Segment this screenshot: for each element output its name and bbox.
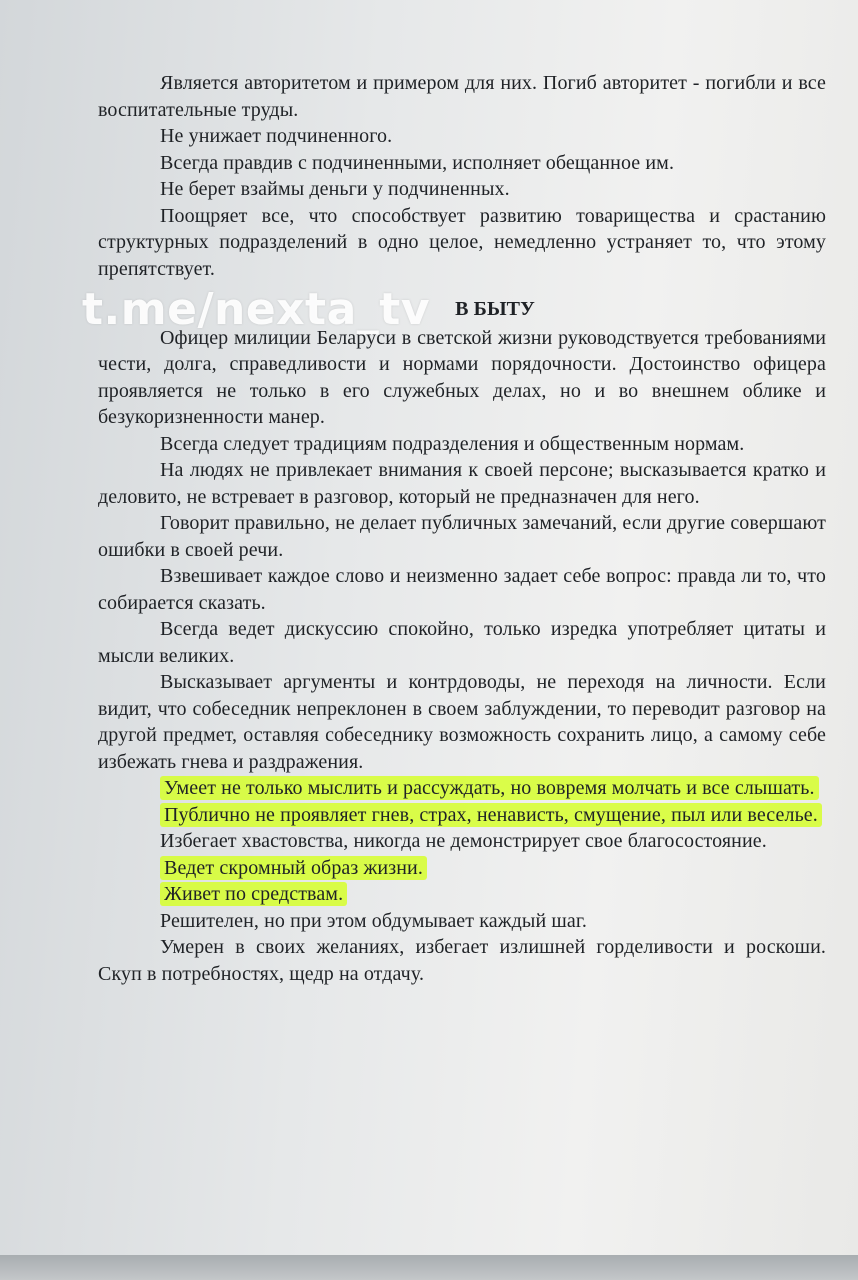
paragraph: Взвешивает каждое слово и неизменно задает себе вопрос: правда ли то, что собирается сказать.	[98, 565, 826, 614]
paragraph: Умерен в своих желаниях, избегает излишней горделивости и роскоши. Скуп в потребностях, щедр на отдачу.	[98, 936, 826, 985]
paragraph: Является авторитетом и примером для них. Погиб авторитет - погибли и все воспитательные труды.	[98, 72, 826, 121]
paragraph: Решителен, но при этом обдумывает каждый шаг.	[160, 909, 587, 932]
paragraph: Избегает хвастовства, никогда не демонстрирует свое благосостояние.	[160, 830, 767, 852]
highlight-mark: Живет по средствам.	[160, 882, 347, 906]
paragraph: Всегда следует традициям подразделения и общественным нормам.	[160, 432, 745, 455]
highlight-mark: Ведет скромный образ жизни.	[160, 856, 427, 880]
paragraph: На людях не привлекает внимания к своей персоне; высказывается кратко и деловито, не встревает в разговор, который не предназначен для него.	[98, 459, 826, 508]
paragraph: Поощряет все, что способствует развитию товарищества и срастанию структурных подразделений в одно целое, немедленно устраняет то, что этому препятствует.	[98, 204, 826, 280]
highlighted-paragraph	[98, 775, 826, 802]
paragraph: Высказывает аргументы и контрдоводы, не переходя на личности. Если видит, что собеседник непреклонен в своем заблуждении, то переводит разговор на другой предмет, оставляя собеседнику возможность сохранить лицо, а самому себе избежать гнева и раздражения.	[98, 671, 826, 773]
paragraph: Не унижает подчиненного.	[160, 125, 393, 147]
paragraph: Всегда правдив с подчиненными, исполняет обещанное им.	[160, 151, 675, 174]
highlight-mark: Умеет не только мыслить и рассуждать, но вовремя молчать и все слышать.	[160, 776, 819, 800]
table-surface	[0, 1255, 858, 1280]
paragraph: Говорит правильно, не делает публичных замечаний, если другие совершают ошибки в своей речи.	[98, 512, 826, 561]
paragraph: Офицер милиции Беларуси в светской жизни руководствуется требованиями чести, долга, справедливости и нормами порядочности. Достоинство офицера проявляется не только в его служебных делах, но и во внешнем облике и безукоризненности манер.	[98, 326, 826, 428]
watermark-text: t.me/nexta_tv	[82, 284, 430, 335]
highlight-mark: Публично не проявляет гнев, страх, ненависть, смущение, пыл или веселье.	[160, 803, 822, 827]
paragraph: Всегда ведет дискуссию спокойно, только изредка употребляет цитаты и мысли великих.	[98, 618, 826, 667]
highlighted-paragraph	[98, 802, 826, 829]
section-heading: В БЫТУ	[455, 298, 535, 320]
highlighted-paragraph	[98, 881, 826, 908]
document-text	[98, 70, 826, 987]
highlighted-paragraph	[98, 855, 826, 882]
paragraph: Не берет взаймы деньги у подчиненных.	[160, 178, 510, 200]
